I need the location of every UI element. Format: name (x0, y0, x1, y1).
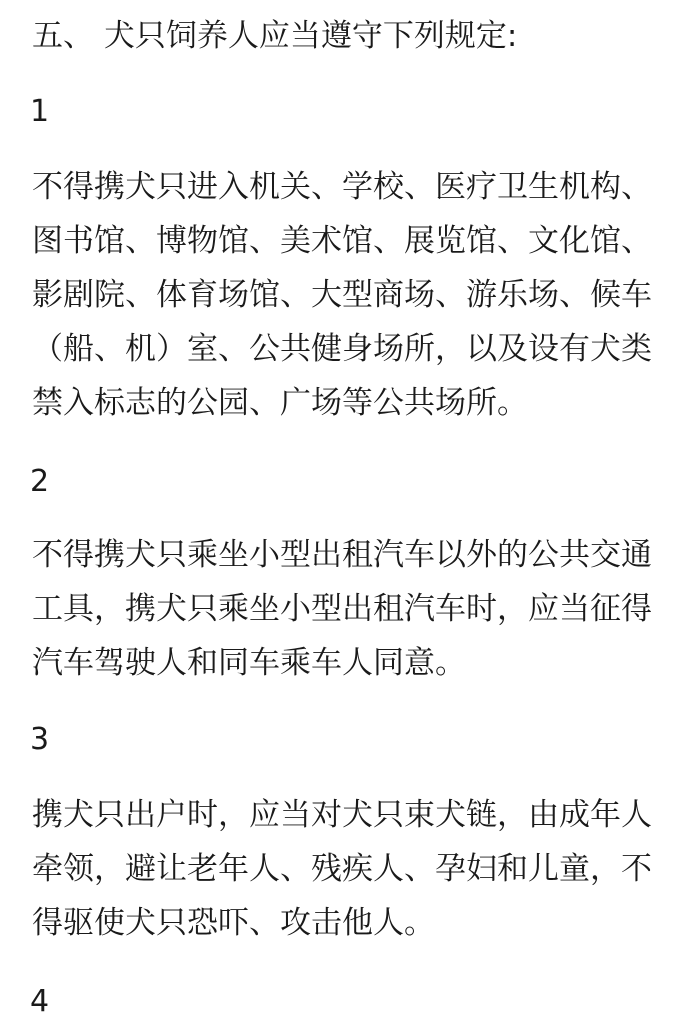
section-heading: 五、 犬只饲养人应当遵守下列规定: (32, 18, 518, 54)
item-paragraph (32, 160, 682, 430)
item-paragraph (32, 788, 682, 950)
paragraph-line: 携犬只出户时，应当对犬只束犬链，由成年人 (32, 797, 652, 833)
paragraph-line: 不得携犬只乘坐小型出租汽车以外的公共交通 (32, 537, 652, 573)
paragraph-line: 汽车驾驶人和同车乘车人同意。 (32, 645, 466, 681)
paragraph-line: 工具，携犬只乘坐小型出租汽车时，应当征得 (32, 591, 652, 627)
paragraph-line: 得驱使犬只恐吓、攻击他人。 (32, 905, 435, 941)
item-number: 2 (30, 464, 50, 499)
paragraph-line: 影剧院、体育场馆、大型商场、游乐场、候车 (32, 277, 652, 313)
item-number: 1 (30, 94, 50, 129)
paragraph-line: 禁入标志的公园、广场等公共场所。 (32, 385, 528, 421)
item-paragraph (32, 528, 682, 690)
item-number: 4 (30, 984, 50, 1019)
item-number: 3 (30, 722, 50, 757)
paragraph-line: （船、机）室、公共健身场所，以及设有犬类 (32, 331, 652, 367)
item-number-cut-off (30, 982, 50, 1019)
paragraph-line: 不得携犬只进入机关、学校、医疗卫生机构、 (32, 169, 652, 205)
paragraph-line: 牵领，避让老年人、残疾人、孕妇和儿童，不 (32, 851, 652, 887)
paragraph-line: 图书馆、博物馆、美术馆、展览馆、文化馆、 (32, 223, 652, 259)
